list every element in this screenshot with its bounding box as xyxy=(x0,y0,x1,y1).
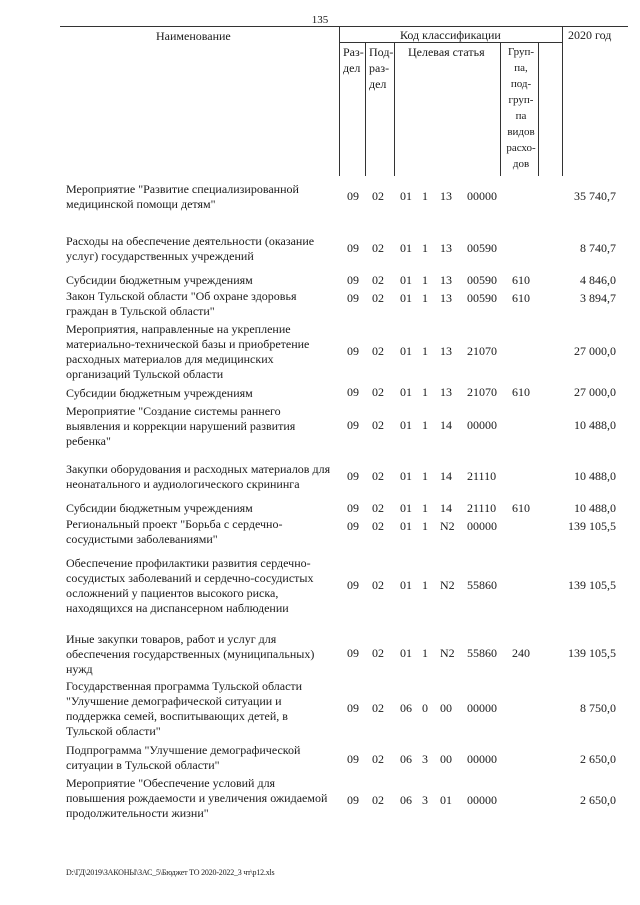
row-podrazdel: 02 xyxy=(372,344,384,358)
header-group-line: груп- xyxy=(508,94,534,106)
row-razdel: 09 xyxy=(347,752,359,766)
header-divider xyxy=(339,26,340,176)
row-razdel: 09 xyxy=(347,646,359,660)
row-amount: 2 650,0 xyxy=(580,752,616,766)
row-razdel: 09 xyxy=(347,273,359,287)
row-subprogram: 1 xyxy=(422,291,428,305)
row-event: N2 xyxy=(440,646,455,660)
row-razdel: 09 xyxy=(347,519,359,533)
row-name: Расходы на обеспечение деятельности (оказание услуг) государственных учреждений xyxy=(66,234,315,263)
row-event: 14 xyxy=(440,418,452,432)
row-direction: 55860 xyxy=(467,578,497,592)
header-group-line: под- xyxy=(510,78,532,90)
row-amount: 35 740,7 xyxy=(574,189,616,203)
row-razdel: 09 xyxy=(347,291,359,305)
header-divider xyxy=(365,42,366,176)
row-name: Субсидии бюджетным учреждениям xyxy=(66,273,253,287)
row-podrazdel: 02 xyxy=(372,578,384,592)
row-program: 01 xyxy=(400,241,412,255)
row-program: 01 xyxy=(400,501,412,515)
header-razdel-line: Раз- xyxy=(343,45,364,59)
row-podrazdel: 02 xyxy=(372,793,384,807)
row-direction: 00590 xyxy=(467,273,497,287)
row-program: 01 xyxy=(400,646,412,660)
row-subprogram: 1 xyxy=(422,519,428,533)
row-razdel: 09 xyxy=(347,469,359,483)
row-name: Субсидии бюджетным учреждениям xyxy=(66,501,253,515)
row-group: 610 xyxy=(512,291,530,305)
row-subprogram: 1 xyxy=(422,385,428,399)
header-top-border xyxy=(60,26,628,27)
header-code-title: Код классификации xyxy=(400,28,501,42)
row-name: Обеспечение профилактики развития сердечно-сосудистых заболеваний и сердечно-сосудистых осложнений у пациентов высокого риска, находящихся на диспансерном наблюдении xyxy=(66,556,314,615)
row-podrazdel: 02 xyxy=(372,418,384,432)
row-group: 610 xyxy=(512,501,530,515)
header-razdel-line: дел xyxy=(343,61,361,75)
row-event: 13 xyxy=(440,241,452,255)
header-divider xyxy=(500,42,501,176)
row-subprogram: 1 xyxy=(422,501,428,515)
row-amount: 8 750,0 xyxy=(580,701,616,715)
row-podrazdel: 02 xyxy=(372,519,384,533)
header-podrazdel xyxy=(369,44,393,92)
file-path-footer: D:\ГД\2019\ЗАКОНЫ\ЗАС_5\Бюджет ТО 2020-2022_3 чт\р12.xls xyxy=(66,868,275,877)
row-subprogram: 1 xyxy=(422,273,428,287)
row-group: 240 xyxy=(512,646,530,660)
page-number: 135 xyxy=(311,14,329,26)
row-direction: 00590 xyxy=(467,241,497,255)
row-program: 06 xyxy=(400,793,412,807)
header-year: 2020 год xyxy=(568,28,612,42)
row-podrazdel: 02 xyxy=(372,385,384,399)
row-podrazdel: 02 xyxy=(372,701,384,715)
row-name: Закупки оборудования и расходных материалов для неонатального и аудиологического скрининга xyxy=(66,462,331,491)
row-podrazdel: 02 xyxy=(372,291,384,305)
row-program: 01 xyxy=(400,418,412,432)
row-program: 06 xyxy=(400,752,412,766)
header-group-line: видов xyxy=(507,126,535,138)
row-razdel: 09 xyxy=(347,344,359,358)
row-event: 13 xyxy=(440,385,452,399)
row-event: 00 xyxy=(440,752,452,766)
row-name: Мероприятия, направленные на укрепление материально-технической базы и приобретение расходных материалов для медицинских организаций Тульской области xyxy=(66,322,310,381)
row-podrazdel: 02 xyxy=(372,501,384,515)
row-amount: 8 740,7 xyxy=(580,241,616,255)
row-event: 13 xyxy=(440,189,452,203)
row-subprogram: 3 xyxy=(422,752,428,766)
row-direction: 00000 xyxy=(467,793,497,807)
row-subprogram: 1 xyxy=(422,241,428,255)
row-event: N2 xyxy=(440,578,455,592)
row-program: 01 xyxy=(400,344,412,358)
row-subprogram: 1 xyxy=(422,189,428,203)
row-amount: 10 488,0 xyxy=(574,469,616,483)
row-name: Мероприятие "Создание системы раннего выявления и коррекции нарушений развития ребенка" xyxy=(66,404,296,448)
row-podrazdel: 02 xyxy=(372,469,384,483)
row-program: 01 xyxy=(400,385,412,399)
row-subprogram: 0 xyxy=(422,701,428,715)
header-target: Целевая статья xyxy=(408,45,485,59)
row-podrazdel: 02 xyxy=(372,752,384,766)
row-amount: 27 000,0 xyxy=(574,344,616,358)
header-group-line: па xyxy=(515,110,527,122)
row-program: 01 xyxy=(400,291,412,305)
header-group-line: па, xyxy=(514,62,528,74)
row-name: Государственная программа Тульской области "Улучшение демографической ситуации и поддержка семей, воспитывающих детей, в Тульской области" xyxy=(66,679,303,738)
header-divider xyxy=(394,42,395,176)
row-name: Мероприятие "Развитие специализированной медицинской помощи детям" xyxy=(66,182,299,211)
row-direction: 21110 xyxy=(467,469,497,483)
row-name: Мероприятие "Обеспечение условий для повышения рождаемости и увеличения ожидаемой продолжительности жизни" xyxy=(66,776,328,820)
row-event: 14 xyxy=(440,469,452,483)
row-name: Иные закупки товаров, работ и услуг для обеспечения государственных (муниципальных) нужд xyxy=(66,632,315,676)
row-amount: 139 105,5 xyxy=(568,646,616,660)
row-name: Субсидии бюджетным учреждениям xyxy=(66,386,253,400)
row-subprogram: 1 xyxy=(422,418,428,432)
row-subprogram: 1 xyxy=(422,469,428,483)
row-direction: 00000 xyxy=(467,418,497,432)
row-amount: 27 000,0 xyxy=(574,385,616,399)
row-group: 610 xyxy=(512,385,530,399)
row-amount: 10 488,0 xyxy=(574,418,616,432)
row-subprogram: 3 xyxy=(422,793,428,807)
row-program: 01 xyxy=(400,519,412,533)
row-razdel: 09 xyxy=(347,385,359,399)
row-direction: 00590 xyxy=(467,291,497,305)
row-event: 13 xyxy=(440,273,452,287)
row-razdel: 09 xyxy=(347,793,359,807)
header-group-line: дов xyxy=(512,158,530,170)
row-program: 01 xyxy=(400,189,412,203)
row-razdel: 09 xyxy=(347,418,359,432)
row-direction: 55860 xyxy=(467,646,497,660)
row-direction: 00000 xyxy=(467,189,497,203)
row-podrazdel: 02 xyxy=(372,273,384,287)
row-program: 01 xyxy=(400,273,412,287)
row-name: Закон Тульской области "Об охране здоровья граждан в Тульской области" xyxy=(66,289,297,318)
header-group-line: Груп- xyxy=(507,46,535,58)
header-podrazdel-line: Под- xyxy=(369,45,394,59)
row-podrazdel: 02 xyxy=(372,189,384,203)
row-amount: 139 105,5 xyxy=(568,578,616,592)
row-direction: 21110 xyxy=(467,501,497,515)
row-subprogram: 1 xyxy=(422,578,428,592)
row-name: Подпрограмма "Улучшение демографической ситуации в Тульской области" xyxy=(66,743,301,772)
row-event: 13 xyxy=(440,291,452,305)
row-amount: 3 894,7 xyxy=(580,291,616,305)
header-divider xyxy=(538,42,539,176)
row-group: 610 xyxy=(512,273,530,287)
row-razdel: 09 xyxy=(347,501,359,515)
row-name: Региональный проект "Борьба с сердечно-сосудистыми заболеваниями" xyxy=(66,517,283,546)
row-razdel: 09 xyxy=(347,189,359,203)
row-razdel: 09 xyxy=(347,241,359,255)
header-group-line: расхо- xyxy=(506,142,536,154)
row-event: 14 xyxy=(440,501,452,515)
header-podrazdel-line: дел xyxy=(369,77,387,91)
row-razdel: 09 xyxy=(347,701,359,715)
row-direction: 21070 xyxy=(467,385,497,399)
row-program: 01 xyxy=(400,578,412,592)
row-amount: 4 846,0 xyxy=(580,273,616,287)
row-razdel: 09 xyxy=(347,578,359,592)
row-program: 06 xyxy=(400,701,412,715)
row-subprogram: 1 xyxy=(422,344,428,358)
row-direction: 00000 xyxy=(467,752,497,766)
row-podrazdel: 02 xyxy=(372,646,384,660)
row-direction: 00000 xyxy=(467,701,497,715)
row-amount: 2 650,0 xyxy=(580,793,616,807)
row-direction: 21070 xyxy=(467,344,497,358)
header-group xyxy=(505,44,537,172)
header-name: Наименование xyxy=(156,29,231,43)
row-amount: 139 105,5 xyxy=(568,519,616,533)
row-event: N2 xyxy=(440,519,455,533)
row-subprogram: 1 xyxy=(422,646,428,660)
row-event: 13 xyxy=(440,344,452,358)
row-podrazdel: 02 xyxy=(372,241,384,255)
row-direction: 00000 xyxy=(467,519,497,533)
row-amount: 10 488,0 xyxy=(574,501,616,515)
header-razdel xyxy=(343,44,364,76)
row-event: 00 xyxy=(440,701,452,715)
row-program: 01 xyxy=(400,469,412,483)
header-podrazdel-line: раз- xyxy=(369,61,390,75)
row-event: 01 xyxy=(440,793,452,807)
header-divider xyxy=(562,26,563,176)
table-header xyxy=(60,26,628,176)
